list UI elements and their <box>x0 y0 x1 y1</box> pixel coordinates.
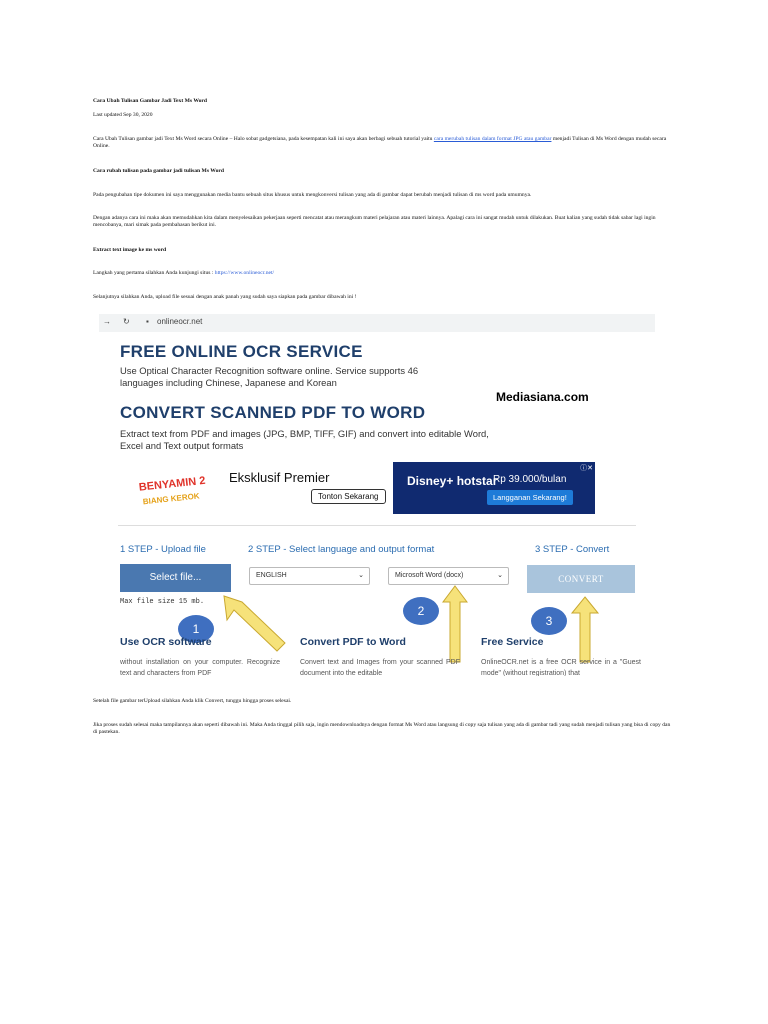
intro-paragraph <box>93 136 675 150</box>
chevron-down-icon: ⌄ <box>497 572 503 579</box>
language-value: ENGLISH <box>256 572 287 579</box>
onlineocr-link[interactable]: https://www.onlineocr.net/ <box>214 270 275 276</box>
site-info-icon: ▪ <box>146 317 149 326</box>
back-arrow-icon: → <box>103 317 111 326</box>
intro-link[interactable]: cara merubah tulisan dalam format JPG atau gambar <box>433 136 552 142</box>
arrow-2-icon <box>443 586 467 662</box>
feature-title-2: Convert PDF to Word <box>300 636 406 648</box>
step-3-label: 3 STEP - Convert <box>535 544 610 555</box>
watch-now-button[interactable]: Tonton Sekarang <box>311 489 386 504</box>
step-marker-1: 1 <box>178 615 214 643</box>
convert-subtitle: Extract text from PDF and images (JPG, BMP, TIFF, GIF) and convert into editable Word, Excel and Text output formats <box>120 428 489 451</box>
last-updated: Last updated Sep 30, 2020 <box>93 112 153 118</box>
chevron-down-icon: ⌄ <box>358 572 364 579</box>
feature-text-3: OnlineOCR.net is a free OCR service in a "Guest mode" (without registration) that <box>481 659 641 676</box>
feature-text-1: without installation on your computer. Recognize text and characters from PDF <box>120 659 280 676</box>
step-1-text: Langkah yang pertama silahkan Anda kunjungi situs : <box>93 270 215 276</box>
feature-title-3: Free Service <box>481 636 544 648</box>
step-marker-3: 3 <box>531 607 567 635</box>
step-1-label: 1 STEP - Upload file <box>120 544 206 555</box>
after-paragraph-2: Jika proses sudah selesai maka tampilannya akan seperti dibawah ini. Maka Anda tinggal pilih saja, ingin mendownloadnya dengan format Ms Word atau langsung di copy saja tulisan yang ada di gambar tadi yang sudah menjadi tulisan yang bisa di copy dan di pastekan. <box>93 722 671 735</box>
arrow-3-icon <box>572 597 598 662</box>
step-1-paragraph <box>93 270 675 277</box>
article-title: Cara Ubah Tulisan Gambar Jadi Text Ms Word <box>93 98 208 104</box>
logo-line-1: BENYAMIN 2 <box>138 474 206 494</box>
hotstar-logo: Disney+ hotstar <box>407 474 498 488</box>
ad-price: Rp 39.000/bulan <box>493 474 567 485</box>
ocr-heading: FREE ONLINE OCR SERVICE <box>120 342 363 361</box>
arrow-1-icon <box>224 596 285 651</box>
step-marker-2: 2 <box>403 597 439 625</box>
after-paragraph-1: Setelah file gambar terUpload silahkan Anda klik Convert, tunggu hingga proses selesai. <box>93 698 292 704</box>
feature-title-1: Use OCR software <box>120 636 212 648</box>
convert-heading: CONVERT SCANNED PDF TO WORD <box>120 403 426 422</box>
ad-tagline: Eksklusif Premier <box>229 470 330 485</box>
subscribe-button[interactable]: Langganan Sekarang! <box>487 490 573 505</box>
onlineocr-screenshot <box>99 314 655 676</box>
step-2-paragraph: Selanjutnya silahkan Anda, upload file sesuai dengan anak panah yang sudah saya siapkan pada gambar dibawah ini ! <box>93 294 357 300</box>
convert-button[interactable]: CONVERT <box>527 565 635 593</box>
feature-text-2: Convert text and Images from your scanned PDF document into the editable <box>300 659 460 676</box>
paragraph-2: Dengan adanya cara ini maka akan memudahkan kita dalam menyelesaikan pekerjaan seperti mencatat atau merangkum materi pelajaran atau materi lainnya. Apalagi cara ini sangat mudah untuk dilakukan. Buat kalian yang sudah tidak sabar lagi ingin mencobanya, mari simak pada pembahasan berikut ini. <box>93 215 656 228</box>
intro-text: Cara Ubah Tulisan gambar jadi Text Ms Word secara Online – Halo sobat gadgetsiana, pada kesempatan kali ini saya akan berbagi sebuah tutorial yaitu <box>93 136 434 142</box>
intro-text-end: menjadi Tulisan di Ms Word dengan mudah secara Online. <box>93 136 667 149</box>
watermark: Mediasiana.com <box>496 390 589 404</box>
select-file-button[interactable]: Select file... <box>120 564 231 592</box>
section-heading-2: Extract text image ke ms word <box>93 247 167 253</box>
ocr-subtitle: Use Optical Character Recognition software online. Service supports 46 languages including Chinese, Japanese and Korean <box>120 365 419 388</box>
max-file-size: Max file size 15 mb. <box>120 598 205 606</box>
logo-line-2: BIANG KEROK <box>142 491 200 507</box>
format-value: Microsoft Word (docx) <box>395 572 464 579</box>
address-text: onlineocr.net <box>157 317 203 326</box>
paragraph-1: Pada pengubahan tipe dokumen ini saya menggunakan media bantu sebuah situs khusus untuk mengkonversi tulisan yang ada di gambar dapat berubah menjadi tulisan di ms word pada umumnya. <box>93 192 532 198</box>
ad-close-icon[interactable]: ⓘ✕ <box>580 465 593 472</box>
reload-icon: ↻ <box>123 317 130 326</box>
section-heading-1: Cara rubah tulisan pada gambar jadi tulisan Ms Word <box>93 168 224 174</box>
step-2-label: 2 STEP - Select language and output format <box>248 544 435 555</box>
